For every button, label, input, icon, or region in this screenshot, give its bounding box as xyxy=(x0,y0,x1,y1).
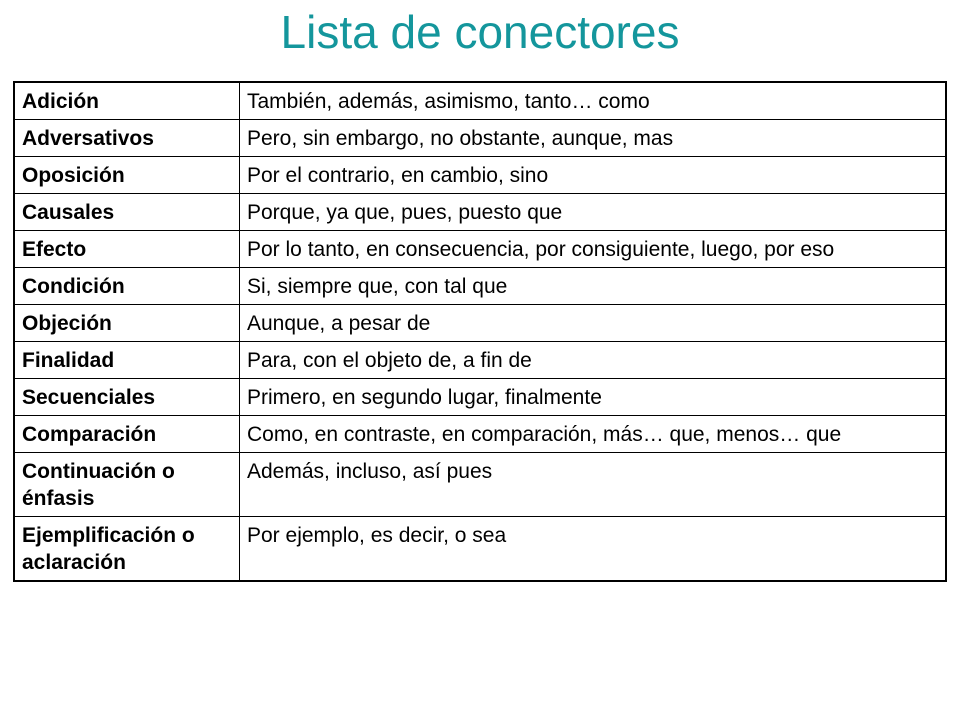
table-row xyxy=(14,268,946,305)
connectors-table-body xyxy=(14,82,946,581)
category-cell: Secuenciales xyxy=(14,379,240,416)
examples-cell: Porque, ya que, pues, puesto que xyxy=(240,194,947,231)
category-cell: Continuación o énfasis xyxy=(14,453,240,517)
table-row xyxy=(14,231,946,268)
examples-cell: También, además, asimismo, tanto… como xyxy=(240,82,947,120)
examples-cell: Por el contrario, en cambio, sino xyxy=(240,157,947,194)
table-row xyxy=(14,305,946,342)
table-row xyxy=(14,194,946,231)
category-cell: Ejemplificación o aclaración xyxy=(14,517,240,582)
table-row xyxy=(14,342,946,379)
category-cell: Causales xyxy=(14,194,240,231)
examples-cell: Como, en contraste, en comparación, más… que, menos… que xyxy=(240,416,947,453)
table-row xyxy=(14,517,946,582)
table-row xyxy=(14,82,946,120)
examples-cell: Para, con el objeto de, a fin de xyxy=(240,342,947,379)
table-row xyxy=(14,453,946,517)
category-cell: Condición xyxy=(14,268,240,305)
category-cell: Adversativos xyxy=(14,120,240,157)
table-row xyxy=(14,416,946,453)
table-row xyxy=(14,379,946,416)
table-row xyxy=(14,120,946,157)
category-cell: Finalidad xyxy=(14,342,240,379)
slide-title: Lista de conectores xyxy=(280,6,680,58)
examples-cell: Aunque, a pesar de xyxy=(240,305,947,342)
category-cell: Comparación xyxy=(14,416,240,453)
table-row xyxy=(14,157,946,194)
examples-cell: Además, incluso, así pues xyxy=(240,453,947,517)
category-cell: Oposición xyxy=(14,157,240,194)
category-cell: Objeción xyxy=(14,305,240,342)
connectors-table xyxy=(13,81,947,582)
examples-cell: Por ejemplo, es decir, o sea xyxy=(240,517,947,582)
category-cell: Efecto xyxy=(14,231,240,268)
examples-cell: Por lo tanto, en consecuencia, por consiguiente, luego, por eso xyxy=(240,231,947,268)
examples-cell: Primero, en segundo lugar, finalmente xyxy=(240,379,947,416)
category-cell: Adición xyxy=(14,82,240,120)
examples-cell: Pero, sin embargo, no obstante, aunque, mas xyxy=(240,120,947,157)
examples-cell: Si, siempre que, con tal que xyxy=(240,268,947,305)
